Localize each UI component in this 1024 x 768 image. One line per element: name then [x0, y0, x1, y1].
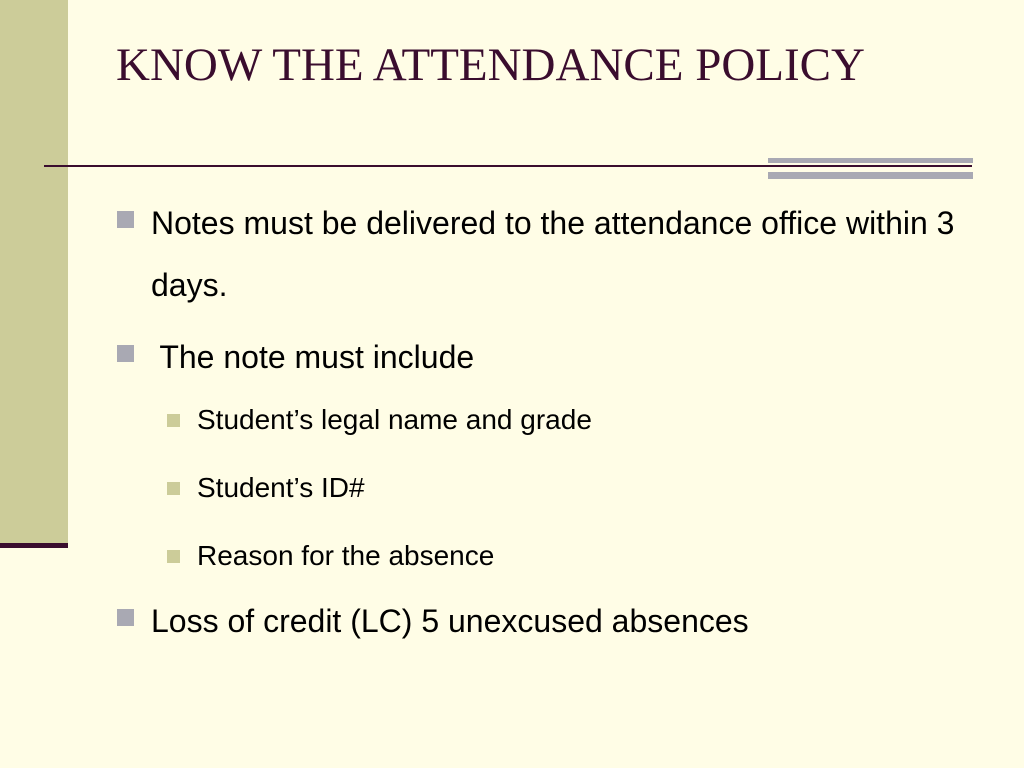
bullet-text: The note must include — [151, 339, 475, 375]
accent-bar-top — [768, 158, 973, 163]
sub-bullet-text: Reason for the absence — [197, 540, 495, 571]
bullet-item — [116, 192, 976, 316]
bullet-text: Loss of credit (LC) 5 unexcused absences — [151, 603, 749, 639]
sub-bullet-item — [116, 454, 976, 522]
sub-bullet-item — [116, 386, 976, 454]
bullet-item — [116, 326, 976, 388]
accent-bar-bottom — [768, 172, 973, 179]
bullet-list — [116, 192, 976, 652]
square-bullet-icon — [167, 482, 180, 495]
left-band-underline — [0, 543, 68, 548]
bullet-text: Notes must be delivered to the attendance office within 3 days. — [151, 205, 955, 303]
sub-bullet-item — [116, 522, 976, 590]
square-bullet-icon — [167, 550, 180, 563]
square-bullet-icon — [117, 345, 134, 362]
sub-bullet-text: Student’s ID# — [197, 472, 365, 503]
square-bullet-icon — [117, 609, 134, 626]
left-decorative-band — [0, 0, 68, 543]
title-divider — [44, 165, 972, 167]
square-bullet-icon — [167, 414, 180, 427]
slide-title: KNOW THE ATTENDANCE POLICY — [116, 39, 865, 91]
square-bullet-icon — [117, 211, 134, 228]
bullet-item — [116, 590, 976, 652]
sub-bullet-text: Student’s legal name and grade — [197, 404, 592, 435]
